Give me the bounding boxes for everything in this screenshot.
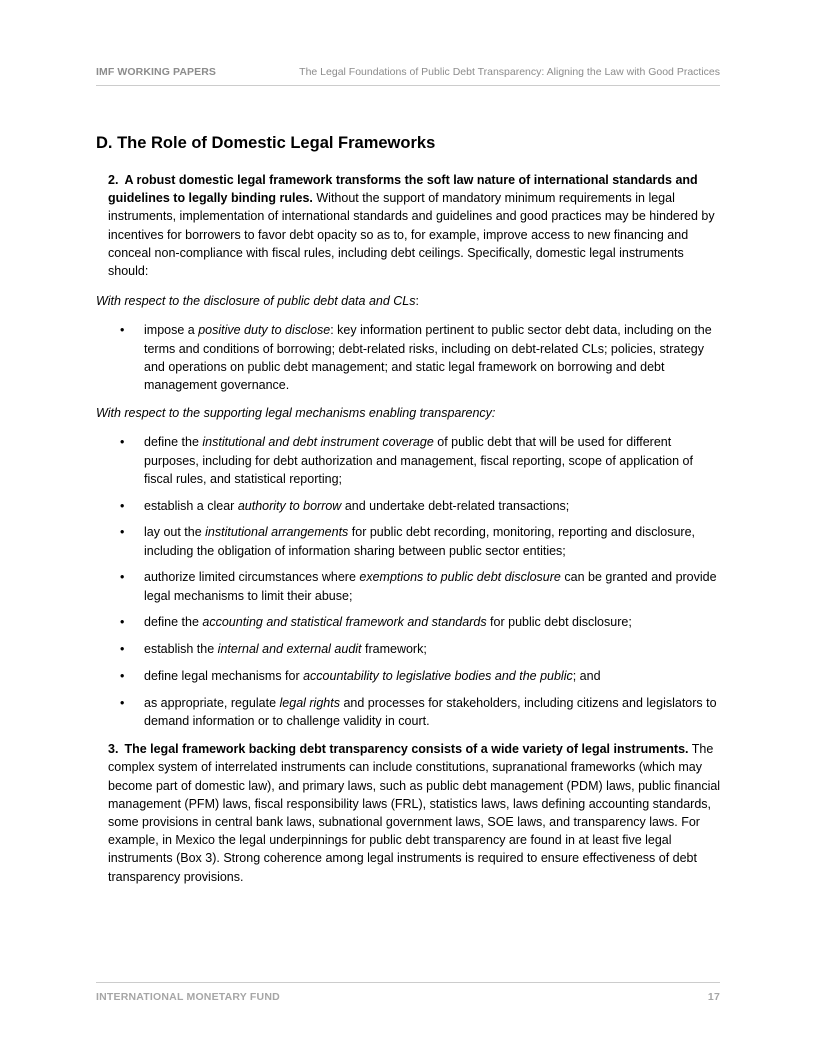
- page-header: [96, 66, 720, 78]
- page-footer: [96, 991, 720, 1003]
- paragraph-lead: A robust domestic legal framework transforms the soft law nature of international standards and guidelines to legally binding rules.: [108, 173, 698, 206]
- page-number: 17: [707, 991, 720, 1003]
- intro-tail: :: [415, 294, 419, 309]
- emphasis: legal rights: [279, 695, 340, 710]
- emphasis: institutional arrangements: [205, 525, 349, 540]
- paragraph-3: [108, 740, 722, 886]
- footer-organization: INTERNATIONAL MONETARY FUND: [96, 991, 280, 1003]
- list-item: • define the accounting and statistical framework and standards for public debt disclosure;: [96, 613, 722, 631]
- footer-divider: [96, 982, 720, 983]
- header-document-title: The Legal Foundations of Public Debt Transparency: Aligning the Law with Good Practices: [299, 66, 720, 78]
- disclosure-list: [96, 321, 722, 394]
- list-item: • authorize limited circumstances where exemptions to public debt disclosure can be granted and provide legal mechanisms to limit their abuse;: [96, 568, 722, 604]
- emphasis: accounting and statistical framework and standards: [202, 615, 487, 630]
- list-item: • as appropriate, regulate legal rights and processes for stakeholders, including citizens and legislators to demand information or to challenge validity in court.: [96, 694, 722, 730]
- emphasis: institutional and debt instrument coverage: [202, 435, 434, 450]
- list-item: • lay out the institutional arrangements for public debt recording, monitoring, reporting and disclosure, including the obligation of information sharing between public sector entities;: [96, 523, 722, 559]
- paragraph-2: [108, 171, 722, 280]
- list-item: • define the institutional and debt instrument coverage of public debt that will be used for different purposes, including for debt authorization and management, fiscal reporting, scope of application of fiscal rules, and statistical reporting;: [96, 433, 722, 488]
- emphasis: positive duty to disclose: [198, 323, 331, 338]
- mechanisms-list: [96, 433, 722, 730]
- section-title: D. The Role of Domestic Legal Frameworks: [96, 134, 436, 152]
- paragraph-number: 3.: [108, 742, 119, 757]
- main-content: [96, 171, 722, 898]
- intro-mechanisms: With respect to the supporting legal mechanisms enabling transparency:: [96, 406, 496, 421]
- header-series: IMF WORKING PAPERS: [96, 66, 217, 78]
- paragraph-body: Without the support of mandatory minimum requirements in legal instruments, implementation of international standards and guidelines and good practices may be hindered by incentives for borrowers to favor debt opacity so as to, for example, improve access to new financing and conceal non-compliance with fiscal rules, including debt ceilings. Specifically, domestic legal instruments should:: [108, 191, 715, 279]
- emphasis: exemptions to public debt disclosure: [359, 570, 561, 585]
- paragraph-body: The complex system of interrelated instruments can include constitutions, supranational frameworks (which may become part of domestic law), and primary laws, such as public debt management (PDM) laws, public financial management (PFM) laws, fiscal responsibility laws (FRL), statistics laws, laws defining accounting standards, some provisions in central bank laws, subnational government laws, SOE laws, and transparency laws. For example, in Mexico the legal underpinnings for public debt transparency are found in at least five legal instruments (Box 3). Strong coherence among legal instruments is required to ensure effectiveness of debt transparency provisions.: [108, 742, 721, 884]
- paragraph-number: 2.: [108, 173, 119, 187]
- intro-disclosure: [96, 292, 722, 310]
- emphasis: internal and external audit: [217, 642, 362, 657]
- list-item: • establish the internal and external audit framework;: [96, 640, 722, 658]
- emphasis: authority to borrow: [237, 498, 342, 513]
- intro-text: With respect to the disclosure of public debt data and CLs: [96, 294, 416, 309]
- list-item: • establish a clear authority to borrow and undertake debt-related transactions;: [96, 497, 722, 515]
- list-item: • impose a positive duty to disclose: key information pertinent to public sector debt data, including on the terms and conditions of borrowing; debt-related risks, including on debt-related CLs; policies, strategy and operations on public debt management; and static legal framework on borrowing and debt management governance.: [96, 321, 722, 394]
- list-item: • define legal mechanisms for accountability to legislative bodies and the public; and: [96, 667, 722, 685]
- emphasis: accountability to legislative bodies and the public: [303, 669, 573, 684]
- paragraph-lead: The legal framework backing debt transparency consists of a wide variety of legal instruments.: [124, 742, 689, 757]
- header-divider: [96, 85, 720, 86]
